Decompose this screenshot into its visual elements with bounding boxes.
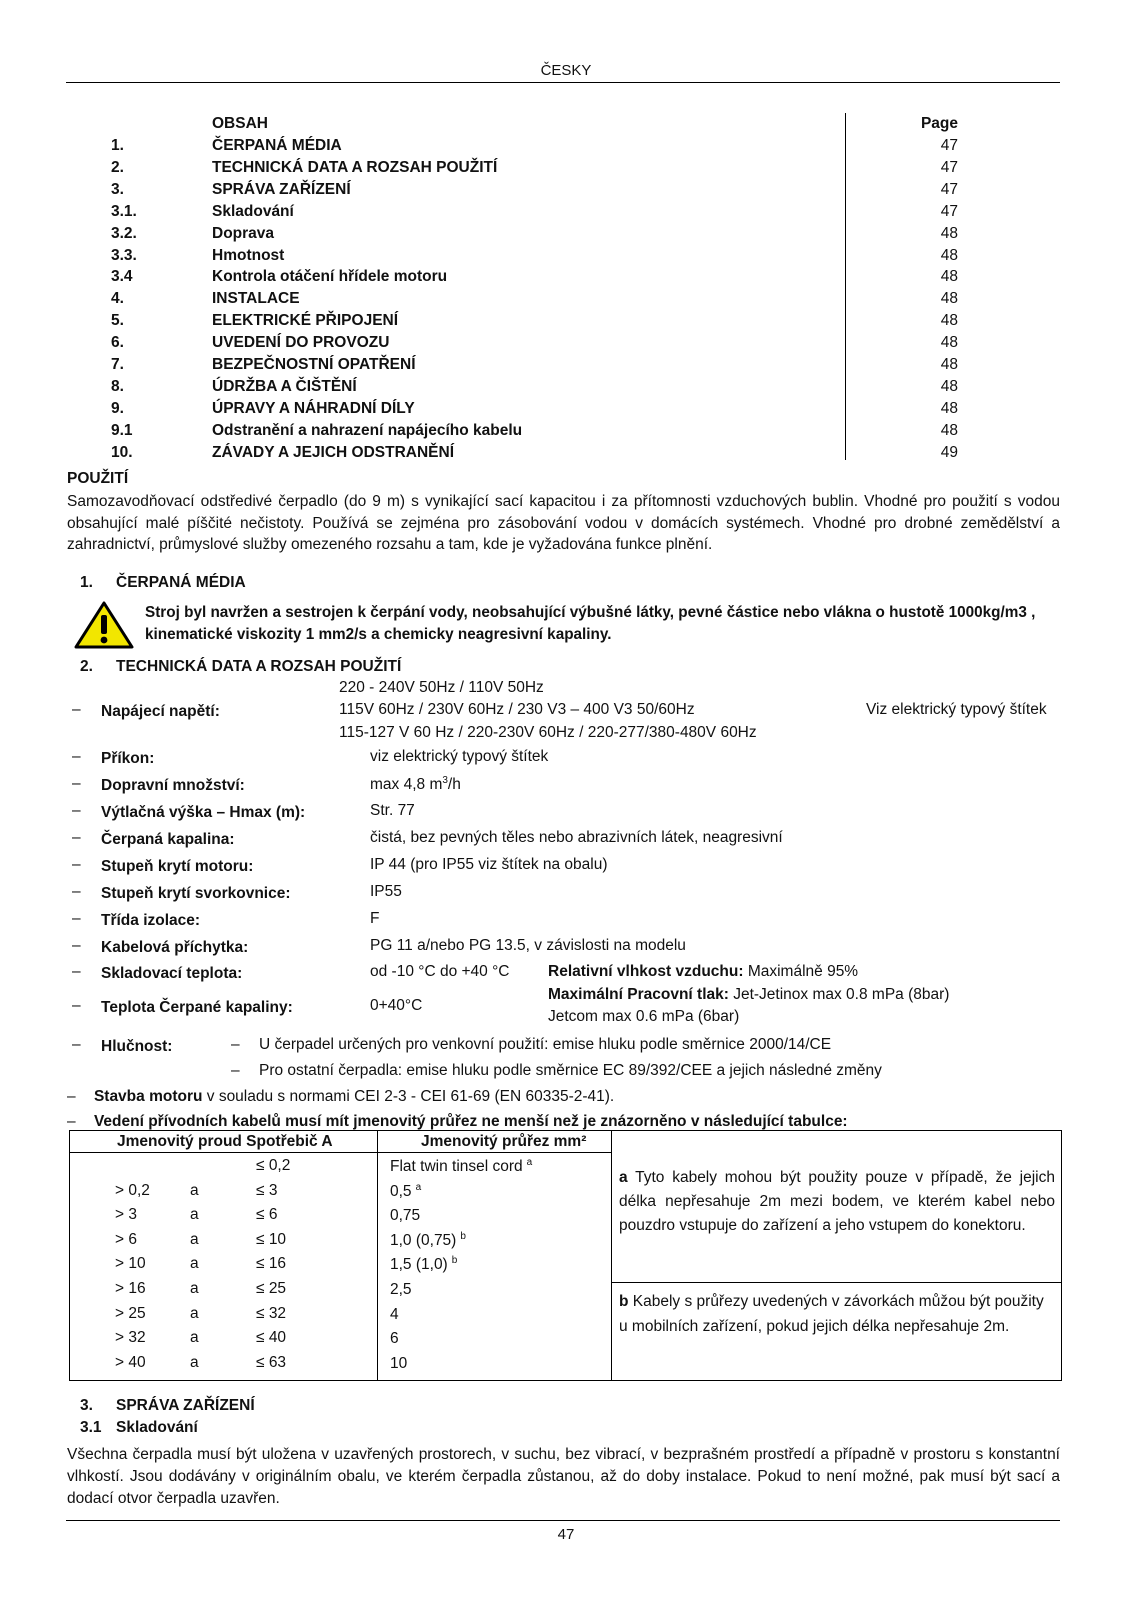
toc-title-text: INSTALACE [212, 290, 300, 308]
toc-number: 3. [111, 180, 124, 198]
toc-row [0, 137, 1132, 159]
toc-number: 3.4 [111, 268, 133, 286]
toc-row [0, 159, 1132, 181]
toc-title-text: TECHNICKÁ DATA A ROZSAH POUŽITÍ [212, 158, 498, 176]
current-to: ≤ 6 [256, 1206, 278, 1224]
cable-section-note-mark: b [451, 1255, 458, 1267]
toc-number: 2. [111, 158, 124, 176]
toc-page: 48 [940, 290, 958, 308]
cable-section-value: 1,0 (0,75) [390, 1231, 457, 1249]
current-to: ≤ 32 [256, 1304, 287, 1322]
liquid-label: Čerpaná kapalina: [101, 831, 235, 848]
toc-number: 1. [111, 137, 124, 154]
current-a: a [190, 1255, 199, 1273]
warning-triangle-icon [73, 600, 135, 650]
noise-value-1: U čerpadel určených pro venkovní použití: emise hluku podle směrnice 2000/14/CE [259, 1036, 832, 1053]
bullet-dash: – [72, 1036, 81, 1053]
toc-page: 48 [940, 268, 958, 286]
warning-text-line-2: kinematické viskozity 1 mm2/s a chemicky neagresivní kapaliny. [145, 626, 612, 643]
bullet-dash: – [72, 997, 81, 1014]
voltage-value-1: 220 - 240V 50Hz / 110V 50Hz [339, 679, 544, 696]
toc-number: 6. [111, 334, 124, 352]
toc-page: 48 [940, 356, 958, 373]
toc-title-text: Skladování [212, 202, 294, 220]
note-b-text: Kabely s průřezy uvedených v závorkách můžou být použity u mobilních zařízení, pokud jejich délka nepřesahuje 2m. [619, 1293, 1044, 1335]
storage-temp-label: Skladovací teplota: [101, 965, 243, 982]
pressure-label: Maximální Pracovní tlak: [548, 986, 729, 1003]
power-value: viz elektrický typový štítek [370, 748, 549, 765]
toc-number: 9. [111, 399, 124, 417]
bullet-dash: – [72, 856, 81, 873]
pressure-value-2: Jetcom max 0.6 mPa (6bar) [548, 1008, 740, 1025]
liquid-temp-label: Teplota Čerpané kapaliny: [101, 999, 293, 1016]
flow-unit: /h [447, 776, 461, 794]
pressure-value-1: Jet-Jetinox max 0.8 mPa (8bar) [728, 986, 950, 1003]
note-a-mark: a [619, 1169, 628, 1186]
current-to: ≤ 10 [256, 1230, 287, 1248]
cable-section-value: 4 [390, 1305, 399, 1323]
toc-page: 48 [940, 224, 958, 242]
toc-page-header: Page [920, 115, 958, 132]
current-to: ≤ 40 [256, 1329, 287, 1347]
toc-page: 47 [940, 158, 958, 176]
toc-title-text: Hmotnost [212, 246, 285, 264]
storage-paragraph: Všechna čerpadla musí být uložena v uzavřených prostorech, v suchu, bez vibrací, v bezprašném prostředí a případně v prostoru s konstantní vlhkostí. Jsou dodávány v originálním obalu, ve kterém čerpadla zůstanou, až do doby instalace. Pokud to není možné, pak musí být sací a dodací otvor čerpadla uzavřen. [67, 1446, 1060, 1507]
cable-section-note-mark: b [460, 1230, 466, 1242]
cable-table-col-divider-1 [377, 1130, 378, 1381]
motor-protection-label: Stupeň krytí motoru: [101, 858, 254, 875]
noise-label: Hlučnost: [101, 1038, 173, 1055]
toc-row [0, 378, 1132, 400]
current-from: > 6 [115, 1230, 137, 1248]
bullet-dash: – [72, 775, 81, 792]
current-a: a [190, 1353, 199, 1371]
current-from: > 40 [115, 1353, 146, 1371]
cable-gland-label: Kabelová příchytka: [101, 939, 249, 956]
bullet-dash: – [72, 701, 81, 718]
current-from: > 3 [115, 1206, 137, 1224]
cable-table-note-a [619, 1166, 1055, 1238]
toc-number: 8. [111, 377, 124, 395]
toc-number: 10. [111, 443, 133, 461]
usage-heading: POUŽITÍ [67, 470, 129, 487]
cable-table-note-b [619, 1289, 1055, 1339]
current-to: ≤ 3 [256, 1181, 278, 1199]
toc-row [0, 290, 1132, 312]
bullet-dash: – [72, 963, 81, 980]
voltage-value-2: 115V 60Hz / 230V 60Hz / 230 V3 – 400 V3 50/60Hz [339, 701, 695, 718]
toc-page: 47 [940, 137, 958, 154]
humidity [548, 963, 858, 981]
cable-section-value: 2,5 [390, 1281, 412, 1299]
toc-number: 3.1. [111, 202, 137, 220]
flow-superscript: 3 [442, 775, 448, 786]
toc-title-text: Doprava [212, 224, 275, 242]
toc-row [0, 247, 1132, 269]
current-a: a [190, 1230, 199, 1248]
section-3-number: 3. [80, 1397, 93, 1414]
bullet-dash: – [72, 829, 81, 846]
section-2-heading: TECHNICKÁ DATA A ROZSAH POUŽITÍ [116, 658, 402, 675]
warning-text-line-1: Stroj byl navržen a sestrojen k čerpání vody, neobsahující výbušné látky, pevné částice nebo vlákna o hustotě 1000kg/m3 , [145, 604, 1036, 621]
terminal-protection-value: IP55 [370, 883, 402, 900]
flow-value-text: max 4,8 m [370, 776, 443, 794]
toc-title-text: ÚDRŽBA A ČIŠTĚNÍ [212, 377, 357, 395]
cable-section [390, 1182, 421, 1201]
current-a: a [190, 1329, 199, 1347]
header-rule [66, 82, 1060, 83]
liquid-value: čistá, bez pevných těles nebo abrazivních látek, neagresivní [370, 829, 783, 846]
insulation-label: Třída izolace: [101, 912, 201, 929]
toc-title-text: Odstranění a nahrazení napájecího kabelu [212, 421, 523, 439]
humidity-value: Maximálně 95% [743, 963, 859, 980]
current-a: a [190, 1304, 199, 1322]
toc-row [0, 312, 1132, 334]
cable-section-value: 1,5 (1,0) [390, 1256, 448, 1274]
toc-title-text: BEZPEČNOSTNÍ OPATŘENÍ [212, 356, 416, 373]
head-value: Str. 77 [370, 802, 415, 819]
section-3-1-number: 3.1 [80, 1419, 102, 1436]
current-a: a [190, 1206, 199, 1224]
cable-table-header-rule [69, 1152, 611, 1153]
toc-number: 7. [111, 356, 124, 373]
bullet-dash: – [67, 1088, 76, 1105]
toc-number: 9.1 [111, 421, 133, 439]
toc-number: 5. [111, 312, 124, 330]
cable-section [390, 1206, 424, 1225]
toc-title-text: ELEKTRICKÉ PŘIPOJENÍ [212, 312, 399, 330]
cable-section [390, 1280, 416, 1299]
toc-title-text: Kontrola otáčení hřídele motoru [212, 268, 448, 286]
current-from: > 32 [115, 1329, 146, 1347]
cable-section [390, 1354, 411, 1373]
cable-table-col-divider-2 [611, 1130, 612, 1381]
insulation-value: F [370, 910, 380, 927]
current-to: ≤ 16 [256, 1255, 287, 1273]
toc-page: 47 [940, 180, 958, 198]
toc-row [0, 444, 1132, 466]
flow-value [370, 775, 461, 794]
toc-row [0, 400, 1132, 422]
toc-title-text: ÚPRAVY A NÁHRADNÍ DÍLY [212, 399, 415, 417]
current-to: ≤ 0,2 [256, 1157, 291, 1174]
footer-rule [66, 1520, 1060, 1521]
spec-power [0, 748, 1132, 774]
motor-standard-text: v souladu s normami CEI 2-3 - CEI 61-69 (EN 60335-2-41). [202, 1088, 615, 1105]
usage-paragraph: Samozavodňovací odstředivé čerpadlo (do 9 m) s vynikající sací kapacitou i za přítomnosti vzduchových bublin. Vhodné pro použití s vodou obsahující malé píščité nečistoty. Používá se zejména pro zásobování vodou v domácích systémech. Vhodné pro drobné zemědělství a zahradnictví, průmyslové služby omezeného rozsahu a tam, kde je vyžadována funkce plnění. [67, 493, 1060, 553]
cable-section-note-mark: a [415, 1181, 422, 1193]
current-from: > 10 [115, 1255, 146, 1273]
toc-title-text: UVEDENÍ DO PROVOZU [212, 334, 390, 352]
current-from: > 25 [115, 1304, 146, 1322]
toc-row [0, 203, 1132, 225]
motor-standard [67, 1088, 614, 1106]
toc-page: 48 [940, 246, 958, 264]
cable-section-value: Flat twin tinsel cord [390, 1158, 523, 1176]
current-from: > 0,2 [115, 1181, 150, 1199]
bullet-dash: – [72, 802, 81, 819]
spec-noise [0, 1036, 1132, 1062]
current-to: ≤ 63 [256, 1353, 287, 1371]
section-3-1-heading: Skladování [116, 1419, 198, 1436]
current-from: > 16 [115, 1280, 146, 1297]
cable-table-header-section: Jmenovitý průřez mm² [421, 1133, 587, 1150]
spec-motor-protection [0, 856, 1132, 882]
bullet-dash: – [231, 1036, 240, 1053]
toc-title-text: ZÁVADY A JEJICH ODSTRANĚNÍ [212, 443, 455, 461]
cable-gland-value: PG 11 a/nebo PG 13.5, v závislosti na modelu [370, 937, 686, 954]
power-label: Příkon: [101, 750, 155, 767]
voltage-label: Napájecí napětí: [101, 703, 220, 720]
voltage-value-3: 115-127 V 60 Hz / 220-230V 60Hz / 220-277/380-480V 60Hz [339, 724, 757, 741]
toc-page: 48 [940, 312, 958, 330]
cable-section [390, 1329, 403, 1348]
toc-row [0, 334, 1132, 356]
current-a: a [190, 1280, 199, 1297]
spec-insulation [0, 910, 1132, 936]
noise-value-2: Pro ostatní čerpadla: emise hluku podle směrnice EC 89/392/CEE a jejich následné změny [259, 1062, 882, 1079]
head-label: Výtlačná výška – Hmax (m): [101, 804, 306, 821]
bullet-dash: – [72, 937, 81, 954]
bullet-dash: – [72, 748, 81, 765]
voltage-note: Viz elektrický typový štítek [866, 701, 1047, 718]
cable-section-value: 6 [390, 1330, 399, 1348]
section-3-heading: SPRÁVA ZAŘÍZENÍ [116, 1397, 255, 1414]
terminal-protection-label: Stupeň krytí svorkovnice: [101, 885, 291, 902]
header-language: ČESKY [540, 62, 592, 79]
cable-section-value: 0,75 [390, 1207, 421, 1225]
toc-row [0, 268, 1132, 290]
toc-page: 48 [940, 334, 958, 352]
toc-page: 47 [940, 202, 958, 220]
cable-section-value: 10 [390, 1354, 408, 1372]
toc-number: 4. [111, 290, 124, 308]
bullet-dash: – [72, 910, 81, 927]
toc-title-text: SPRÁVA ZAŘÍZENÍ [212, 180, 351, 198]
current-a: a [190, 1181, 199, 1199]
toc-title: OBSAH [212, 115, 268, 132]
spec-flow [0, 775, 1132, 801]
cable-requirement [67, 1113, 848, 1131]
cable-section [390, 1305, 403, 1324]
toc-row [0, 225, 1132, 247]
toc-row [0, 422, 1132, 444]
cable-table-header-current: Jmenovitý proud Spotřebič A [117, 1133, 333, 1150]
cable-requirement-text: Vedení přívodních kabelů musí mít jmenovitý průřez ne menší než je znázorněno v následující tabulce: [93, 1113, 848, 1130]
flow-label: Dopravní množství: [101, 777, 245, 794]
motor-protection-value: IP 44 (pro IP55 viz štítek na obalu) [370, 856, 608, 873]
toc-number: 3.3. [111, 246, 137, 264]
bullet-dash: – [67, 1113, 76, 1130]
spec-head [0, 802, 1132, 828]
cable-section [390, 1255, 457, 1274]
toc-page: 48 [940, 421, 958, 439]
current-to: ≤ 25 [256, 1280, 287, 1297]
spec-liquid [0, 829, 1132, 855]
toc-row [0, 181, 1132, 203]
bullet-dash: – [231, 1062, 240, 1079]
note-a-text: Tyto kabely mohou být použity pouze v případě, že jejich délka nepřesahuje 2m mezi bodem, ve kterém kabel nebo pouzdro vstupuje do zařízení a jeho vstupem do konektoru. [619, 1169, 1055, 1234]
toc-title-text: ČERPANÁ MÉDIA [212, 137, 342, 154]
cable-table-note-rule [611, 1282, 1062, 1283]
toc-row [0, 356, 1132, 378]
cable-section [390, 1157, 532, 1176]
cable-section [390, 1231, 466, 1250]
section-1-number: 1. [80, 574, 93, 591]
spec-cable-gland [0, 937, 1132, 963]
section-2-number: 2. [80, 658, 93, 675]
storage-temp-value: od -10 °C do +40 °C [370, 963, 510, 980]
liquid-temp-value: 0+40°C [370, 997, 423, 1014]
toc-page: 48 [940, 399, 958, 417]
section-1-heading: ČERPANÁ MÉDIA [116, 574, 246, 591]
toc-page: 48 [940, 377, 958, 395]
spec-terminal-protection [0, 883, 1132, 909]
toc-number: 3.2. [111, 224, 137, 242]
cable-section-value: 0,5 [390, 1182, 412, 1200]
note-b-mark: b [619, 1293, 629, 1310]
bullet-dash: – [72, 883, 81, 900]
humidity-label: Relativní vlhkost vzduchu: [548, 963, 744, 980]
toc-page: 49 [940, 443, 958, 461]
cable-section-note-mark: a [526, 1157, 533, 1168]
motor-standard-label: Stavba motoru [93, 1088, 203, 1105]
page-number: 47 [557, 1526, 575, 1543]
